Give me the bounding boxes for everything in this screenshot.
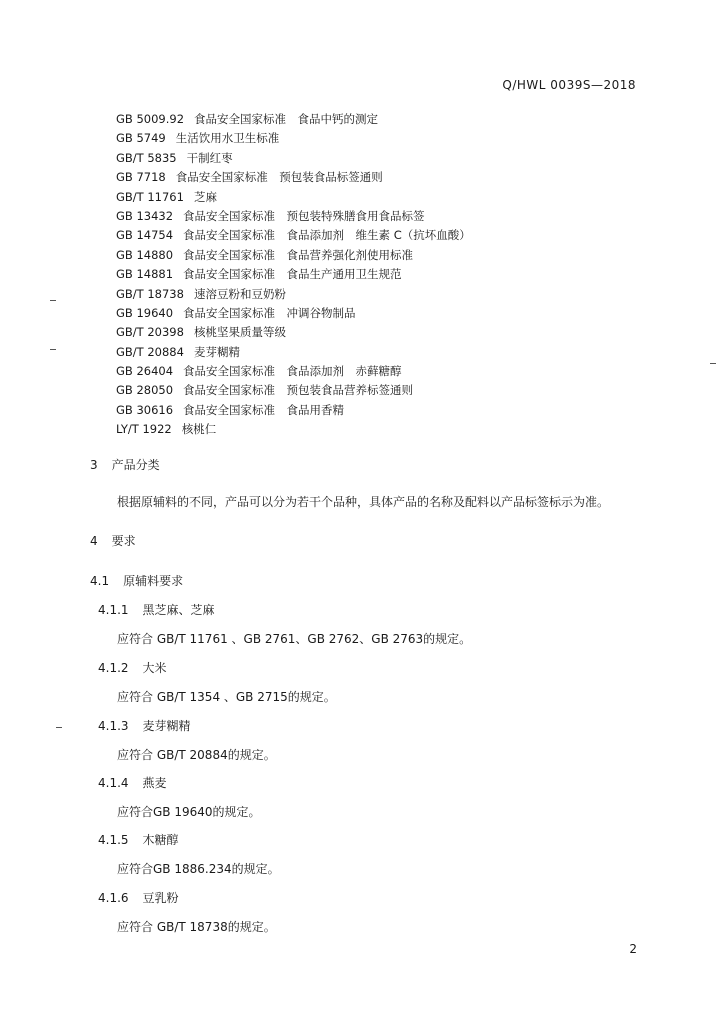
reference-code: GB 14881 xyxy=(116,267,174,282)
reference-item xyxy=(116,188,471,207)
reference-title: 生活饮用水卫生标准 xyxy=(175,131,280,146)
reference-title: 食品安全国家标准 预包装食品标签通则 xyxy=(175,170,383,185)
reference-code: GB 28050 xyxy=(116,383,174,398)
reference-code: GB/T 5835 xyxy=(116,150,177,165)
reference-item xyxy=(116,149,471,168)
clause-text: 应符合GB 1886.234的规定。 xyxy=(117,862,280,876)
reference-title: 食品安全国家标准 食品营养强化剂使用标准 xyxy=(183,247,414,262)
reference-code: GB/T 18738 xyxy=(116,286,184,301)
section-3-text: 根据原辅料的不同，产品可以分为若干个品种，具体产品的名称及配料以产品标签标示为准。 xyxy=(117,495,610,509)
reference-code: GB 26404 xyxy=(116,364,174,379)
section-4-1-heading: 4.1 原辅料要求 xyxy=(90,574,184,588)
clause-text: 应符合 GB/T 1354 、GB 2715的规定。 xyxy=(117,690,336,704)
reference-title: 速溶豆粉和豆奶粉 xyxy=(193,286,286,301)
section-4-heading: 4 要求 xyxy=(90,534,136,548)
reference-code: GB/T 20398 xyxy=(116,325,184,340)
clause-heading: 4.1.1 黑芝麻、芝麻 xyxy=(98,603,215,617)
reference-title: 干制红枣 xyxy=(186,150,233,165)
reference-code: GB 30616 xyxy=(116,402,174,417)
clause-text: 应符合 GB/T 11761 、GB 2761、GB 2762、GB 2763的规定。 xyxy=(117,632,472,646)
reference-item xyxy=(116,129,471,148)
reference-title: 食品安全国家标准 食品添加剂 维生素 C（抗坏血酸） xyxy=(183,228,471,243)
reference-title: 芝麻 xyxy=(193,189,217,204)
clause-text: 应符合 GB/T 20884的规定。 xyxy=(117,748,276,762)
reference-title: 食品安全国家标准 食品中钙的测定 xyxy=(194,112,379,126)
reference-title: 食品安全国家标准 食品用香精 xyxy=(183,402,345,417)
reference-code: GB 14880 xyxy=(116,247,174,262)
reference-item xyxy=(116,168,471,187)
clause-heading: 4.1.2 大米 xyxy=(98,661,167,675)
reference-item xyxy=(116,420,471,439)
reference-title: 食品安全国家标准 预包装特殊膳食用食品标签 xyxy=(183,208,425,223)
reference-code: GB 7718 xyxy=(116,170,166,185)
reference-title: 食品安全国家标准 冲调谷物制品 xyxy=(183,305,356,320)
scan-mark xyxy=(50,300,56,301)
clause-heading: 4.1.3 麦芽糊精 xyxy=(98,719,191,733)
reference-item xyxy=(116,246,471,265)
reference-title: 麦芽糊精 xyxy=(193,344,240,359)
scan-mark xyxy=(710,363,716,364)
normative-references-list xyxy=(116,110,471,440)
reference-item xyxy=(116,285,471,304)
section-3-heading: 3 产品分类 xyxy=(90,458,160,472)
reference-item xyxy=(116,265,471,284)
scan-mark xyxy=(56,727,62,728)
reference-item xyxy=(116,381,471,400)
reference-code: GB 19640 xyxy=(116,305,174,320)
reference-title: 食品安全国家标准 食品生产通用卫生规范 xyxy=(183,267,402,282)
reference-item xyxy=(116,323,471,342)
reference-item xyxy=(116,110,471,129)
clause-heading: 4.1.5 木糖醇 xyxy=(98,833,179,847)
clause-text: 应符合GB 19640的规定。 xyxy=(117,805,261,819)
reference-item xyxy=(116,401,471,420)
reference-code: LY/T 1922 xyxy=(116,422,172,437)
reference-item xyxy=(116,207,471,226)
reference-code: GB/T 20884 xyxy=(116,344,184,359)
clause-heading: 4.1.4 燕麦 xyxy=(98,776,167,790)
reference-title: 核桃坚果质量等级 xyxy=(193,325,286,340)
reference-item xyxy=(116,343,471,362)
reference-code: GB 13432 xyxy=(116,208,174,223)
reference-code: GB 5749 xyxy=(116,131,166,146)
clause-heading: 4.1.6 豆乳粉 xyxy=(98,891,179,905)
reference-item xyxy=(116,226,471,245)
reference-title: 核桃仁 xyxy=(181,422,217,437)
page-number: 2 xyxy=(629,942,637,956)
reference-code: GB 5009.92 xyxy=(116,112,185,126)
reference-code: GB 14754 xyxy=(116,228,174,243)
clause-text: 应符合 GB/T 18738的规定。 xyxy=(117,920,276,934)
standard-code-header: Q/HWL 0039S—2018 xyxy=(502,78,636,92)
reference-title: 食品安全国家标准 预包装食品营养标签通则 xyxy=(183,383,414,398)
reference-item xyxy=(116,362,471,381)
scan-mark xyxy=(50,349,56,350)
reference-item xyxy=(116,304,471,323)
reference-code: GB/T 11761 xyxy=(116,189,184,204)
reference-title: 食品安全国家标准 食品添加剂 赤藓糖醇 xyxy=(183,364,402,379)
